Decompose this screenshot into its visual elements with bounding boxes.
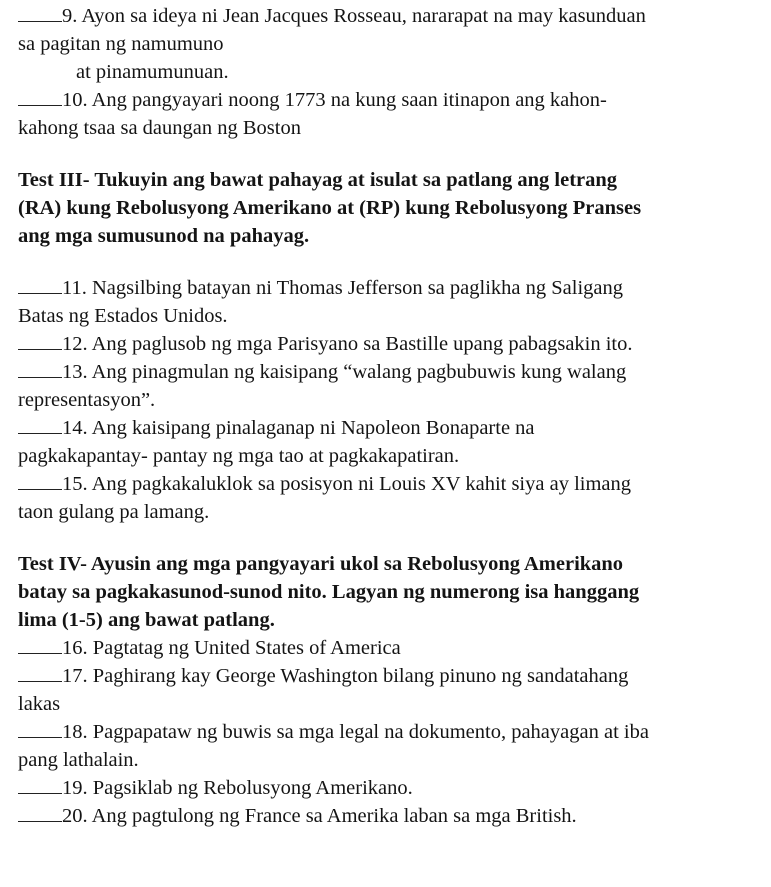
answer-blank-16[interactable] (18, 635, 62, 654)
question-10 (18, 86, 766, 114)
question-19 (18, 774, 766, 802)
question-19-text: 19. Pagsiklab ng Rebolusyong Amerikano. (62, 777, 413, 799)
question-14-text: 14. Ang kaisipang pinalaganap ni Napoleon Bonaparte na (62, 417, 535, 439)
question-10-text: 10. Ang pangyayari noong 1773 na kung saan itinapon ang kahon- (62, 89, 607, 111)
answer-blank-14[interactable] (18, 415, 62, 434)
test4-instruction-line-2: batay sa pagkakasunod-sunod nito. Lagyan ng numerong isa hanggang (18, 581, 640, 603)
answer-blank-12[interactable] (18, 331, 62, 350)
question-20-text: 20. Ang pagtulong ng France sa Amerika laban sa mga British. (62, 805, 577, 827)
question-12-text: 12. Ang paglusob ng mga Parisyano sa Bastille upang pabagsakin ito. (62, 333, 633, 355)
question-13-text: 13. Ang pinagmulan ng kaisipang “walang pagbubuwis kung walang (62, 361, 627, 383)
question-16-text: 16. Pagtatag ng United States of America (62, 637, 401, 659)
question-16 (18, 634, 766, 662)
test4-instruction-line-3: lima (1-5) ang bawat patlang. (18, 609, 275, 631)
question-11-text: 11. Nagsilbing batayan ni Thomas Jefferson sa paglikha ng Saligang (62, 277, 623, 299)
test3-instruction-line-2: (RA) kung Rebolusyong Amerikano at (RP) kung Rebolusyong Pranses (18, 197, 642, 219)
question-17-text: 17. Paghirang kay George Washington bilang pinuno ng sandatahang (62, 665, 629, 687)
test3-instruction-line-3: ang mga sumusunod na pahayag. (18, 225, 310, 247)
question-20 (18, 802, 766, 830)
question-10-continued: kahong tsaa sa daungan ng Boston (18, 117, 301, 139)
question-9-continued: sa pagitan ng namumuno (18, 33, 224, 55)
answer-blank-10[interactable] (18, 87, 62, 106)
question-15 (18, 470, 766, 498)
question-13-continued: representasyon”. (18, 389, 156, 411)
spacer (18, 250, 766, 274)
question-17 (18, 662, 766, 690)
question-14-continued: pagkakapantay- pantay ng mga tao at pagkakapatiran. (18, 445, 460, 467)
question-15-text: 15. Ang pagkakaluklok sa posisyon ni Louis XV kahit siya ay limang (62, 473, 632, 495)
question-9 (18, 2, 766, 30)
test3-instruction-line-1: Test III- Tukuyin ang bawat pahayag at isulat sa patlang ang letrang (18, 169, 618, 191)
spacer (18, 526, 766, 550)
spacer (18, 142, 766, 166)
answer-blank-13[interactable] (18, 359, 62, 378)
answer-blank-17[interactable] (18, 663, 62, 682)
question-11-continued: Batas ng Estados Unidos. (18, 305, 228, 327)
worksheet-page (18, 2, 766, 830)
answer-blank-9[interactable] (18, 3, 62, 22)
answer-blank-15[interactable] (18, 471, 62, 490)
question-12 (18, 330, 766, 358)
question-17-continued: lakas (18, 693, 61, 715)
test4-instruction-line-1: Test IV- Ayusin ang mga pangyayari ukol sa Rebolusyong Amerikano (18, 553, 624, 575)
question-13 (18, 358, 766, 386)
question-11 (18, 274, 766, 302)
answer-blank-18[interactable] (18, 719, 62, 738)
question-18-continued: pang lathalain. (18, 749, 139, 771)
question-9-continued-2: at pinamumunuan. (76, 61, 229, 83)
answer-blank-11[interactable] (18, 275, 62, 294)
question-9-text: 9. Ayon sa ideya ni Jean Jacques Rosseau, nararapat na may kasunduan (62, 5, 646, 27)
answer-blank-20[interactable] (18, 803, 62, 822)
question-15-continued: taon gulang pa lamang. (18, 501, 210, 523)
question-18-text: 18. Pagpapataw ng buwis sa mga legal na dokumento, pahayagan at iba (62, 721, 649, 743)
question-14 (18, 414, 766, 442)
answer-blank-19[interactable] (18, 775, 62, 794)
question-18 (18, 718, 766, 746)
